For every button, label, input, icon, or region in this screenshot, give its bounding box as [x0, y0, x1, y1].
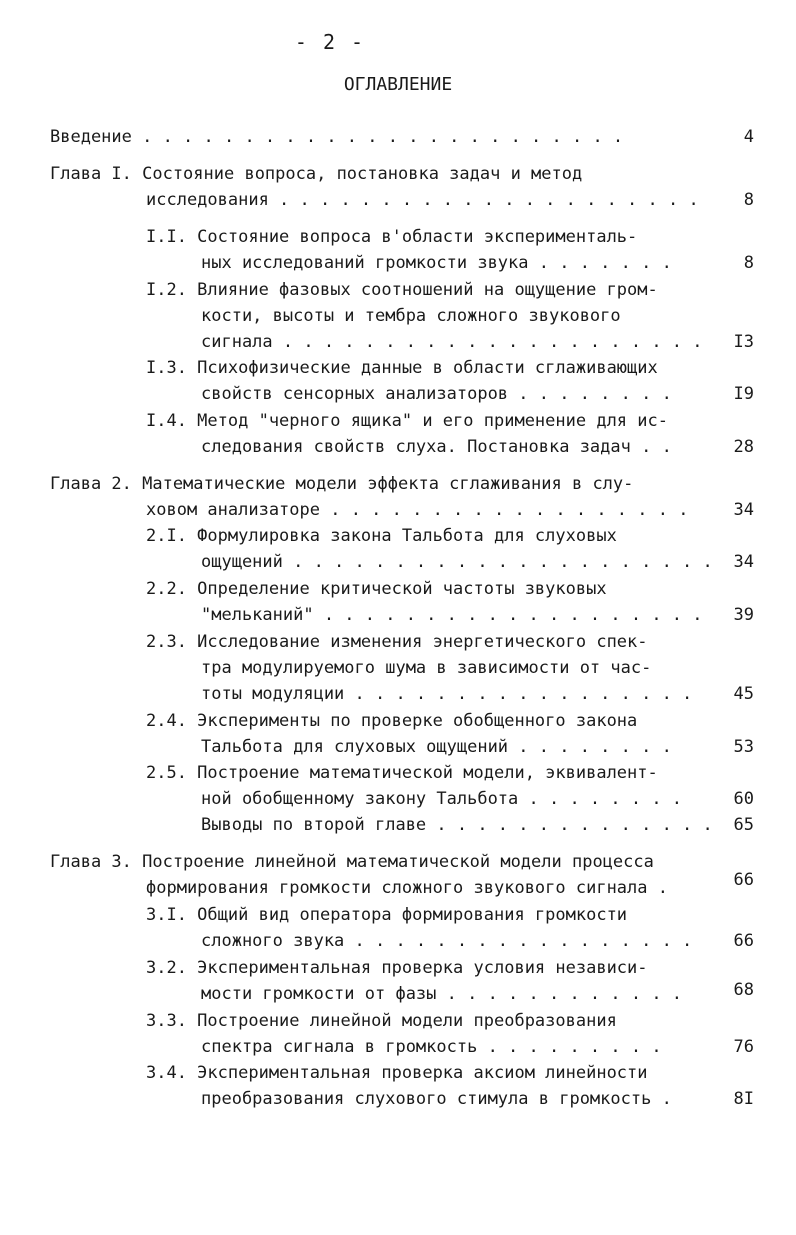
toc-entry-title: Выводы по второй главе . . . . . . . . . . . . . . [201, 815, 713, 835]
toc-entry-continuation: сложного звука . . . . . . . . . . . . . . . . . [201, 931, 693, 951]
toc-entry-title: 3.I. Общий вид оператора формирования громкости [146, 905, 628, 925]
toc-page-number: 34 [733, 552, 754, 572]
toc-entry-title: 2.3. Исследование изменения энергетического спек- [146, 632, 648, 652]
toc-entry-continuation: ховом анализаторе . . . . . . . . . . . . . . . . . . [146, 500, 689, 520]
toc-page-number: 60 [733, 789, 754, 809]
toc-entry-continuation: мости громкости от фазы . . . . . . . . . . . . [201, 984, 683, 1004]
toc-entry-continuation: тоты модуляции . . . . . . . . . . . . . . . . . [201, 684, 693, 704]
toc-page-number: 45 [733, 684, 754, 704]
toc-page-number: I9 [733, 384, 754, 404]
toc-entry-title: 3.3. Построение линейной модели преобразования [146, 1011, 617, 1031]
toc-page-number: I3 [733, 332, 754, 352]
toc-page-number: 76 [733, 1037, 754, 1057]
toc-entry-title: 3.4. Экспериментальная проверка аксиом линейности [146, 1063, 648, 1083]
toc-page-number: 8I [733, 1089, 754, 1109]
toc-entry-title: I.I. Состояние вопроса в'области эксперименталь- [146, 227, 638, 247]
toc-page-number: 68 [733, 980, 754, 1000]
toc-entry-continuation: следования свойств слуха. Постановка задач . . [201, 437, 672, 457]
toc-entry-continuation: "мельканий" . . . . . . . . . . . . . . . . . . . [201, 605, 703, 625]
toc-entry-continuation: кости, высоты и тембра сложного звукового [201, 306, 621, 326]
toc-entry-title: I.3. Психофизические данные в области сглаживающих [146, 358, 658, 378]
toc-entry-title: 2.I. Формулировка закона Тальбота для слуховых [146, 526, 617, 546]
page-number: - 2 - [294, 30, 366, 54]
toc-entry-title: 2.2. Определение критической частоты звуковых [146, 579, 607, 599]
toc-entry-title: Глава I. Состояние вопроса, постановка задач и метод [50, 164, 583, 184]
toc-entry-continuation: свойств сенсорных анализаторов . . . . . . . . [201, 384, 672, 404]
toc-page-number: 28 [733, 437, 754, 457]
page-title: ОГЛАВЛЕНИЕ [343, 74, 453, 95]
toc-entry-title: Глава 2. Математические модели эффекта сглаживания в слу- [50, 474, 634, 494]
toc-entry-continuation: ных исследований громкости звука . . . . . . . [201, 253, 672, 273]
toc-entry-continuation: спектра сигнала в громкость . . . . . . . . . [201, 1037, 662, 1057]
toc-entry-continuation: сигнала . . . . . . . . . . . . . . . . . . . . . [201, 332, 703, 352]
toc-entry-title: Глава 3. Построение линейной математической модели процесса [50, 852, 654, 872]
toc-entry-title: Введение . . . . . . . . . . . . . . . . . . . . . . . . [50, 127, 624, 147]
toc-entry-title: 3.2. Экспериментальная проверка условия независи- [146, 958, 648, 978]
toc-page-number: 66 [733, 870, 754, 890]
toc-page-number: 39 [733, 605, 754, 625]
toc-page-number: 8 [743, 190, 754, 210]
toc-entry-continuation: ощущений . . . . . . . . . . . . . . . . . . . . . [201, 552, 713, 572]
toc-page-number: 65 [733, 815, 754, 835]
toc-page-number: 66 [733, 931, 754, 951]
toc-entry-continuation: исследования . . . . . . . . . . . . . . . . . . . . . [146, 190, 699, 210]
toc-entry-continuation: ной обобщенному закону Тальбота . . . . . . . . [201, 789, 683, 809]
toc-page-number: 34 [733, 500, 754, 520]
toc-entry-title: 2.5. Построение математической модели, эквивалент- [146, 763, 658, 783]
toc-page-number: 4 [743, 127, 754, 147]
toc-page-number: 53 [733, 737, 754, 757]
toc-entry-title: 2.4. Эксперименты по проверке обобщенного закона [146, 711, 638, 731]
toc-page-number: 8 [743, 253, 754, 273]
toc-entry-continuation: Тальбота для слуховых ощущений . . . . . . . . [201, 737, 672, 757]
toc-entry-title: I.2. Влияние фазовых соотношений на ощущение гром- [146, 280, 658, 300]
toc-entry-continuation: преобразования слухового стимула в громкость . [201, 1089, 672, 1109]
toc-entry-title: I.4. Метод "черного ящика" и его применение для ис- [146, 411, 668, 431]
toc-entry-continuation: формирования громкости сложного звукового сигнала . [146, 878, 668, 898]
toc-entry-continuation: тра модулируемого шума в зависимости от час- [201, 658, 652, 678]
